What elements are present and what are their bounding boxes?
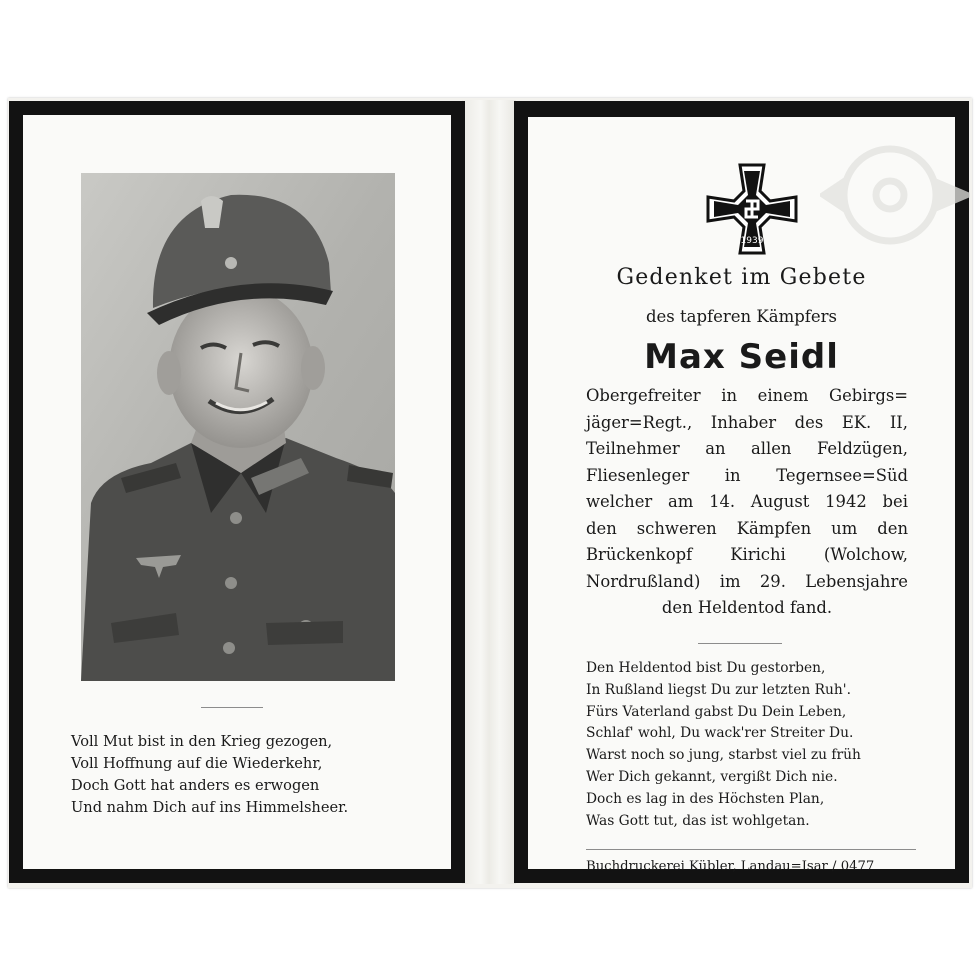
cross-year: 1939 xyxy=(740,236,764,246)
bio-line: Brückenkopf Kirichi (Wolchow, xyxy=(586,545,908,564)
bio-line: jäger=Regt., Inhaber des EK. II, xyxy=(586,412,908,432)
verse-left xyxy=(71,731,451,819)
verse-line: Schlaf' wohl, Du wack'rer Streiter Du. xyxy=(586,725,854,742)
left-panel xyxy=(9,101,465,883)
bio-line: den schweren Kämpfen um den xyxy=(586,518,908,538)
verse-line: Voll Mut bist in den Krieg gezogen, xyxy=(71,733,333,750)
verse-line: Was Gott tut, das ist wohlgetan. xyxy=(586,812,810,829)
bio-line: Obergefreiter in einem Gebirgs= xyxy=(586,386,908,405)
right-panel xyxy=(514,101,969,883)
verse-line: Warst noch so jung, starbst viel zu früh xyxy=(586,747,861,764)
footer-divider xyxy=(586,849,916,850)
verse-line: Fürs Vaterland gabst Du Dein Leben, xyxy=(586,703,847,720)
watermark-logo xyxy=(820,133,970,263)
printer-credit: Buchdruckerei Kübler, Landau=Isar / 0477 xyxy=(586,859,875,874)
bio-line: welcher am 14. August 1942 bei xyxy=(586,492,908,511)
iron-cross-icon xyxy=(704,161,800,257)
biography xyxy=(586,383,908,622)
deceased-name: Max Seidl xyxy=(644,337,839,377)
soldier-portrait-photo xyxy=(81,173,395,681)
bio-line: den Heldentod fand. xyxy=(661,598,833,617)
verse-line: Und nahm Dich auf ins Himmelsheer. xyxy=(71,799,349,816)
verse-line: Doch es lag in des Höchsten Plan, xyxy=(586,790,825,807)
bio-line: Nordrußland) im 29. Lebensjahre xyxy=(586,571,908,591)
verse-line: Den Heldentod bist Du gestorben, xyxy=(586,660,826,676)
bio-line: Fliesenleger in Tegernsee=Süd xyxy=(586,465,908,485)
verse-line: In Rußland liegst Du zur letzten Ruh'. xyxy=(586,681,851,698)
card-fold xyxy=(462,100,516,884)
bio-line: Teilnehmer an allen Feldzügen, xyxy=(586,439,908,458)
divider-line xyxy=(201,707,263,708)
verse-right xyxy=(586,658,916,832)
verse-line: Wer Dich gekannt, vergißt Dich nie. xyxy=(586,768,838,785)
verse-line: Doch Gott hat anders es erwogen xyxy=(71,777,320,794)
verse-line: Voll Hoffnung auf die Wiederkehr, xyxy=(71,755,323,772)
divider-line xyxy=(698,643,782,644)
subheading-line: des tapferen Kämpfers xyxy=(645,307,838,326)
heading-line: Gedenket im Gebete xyxy=(616,265,867,290)
portrait-illustration xyxy=(81,173,395,681)
